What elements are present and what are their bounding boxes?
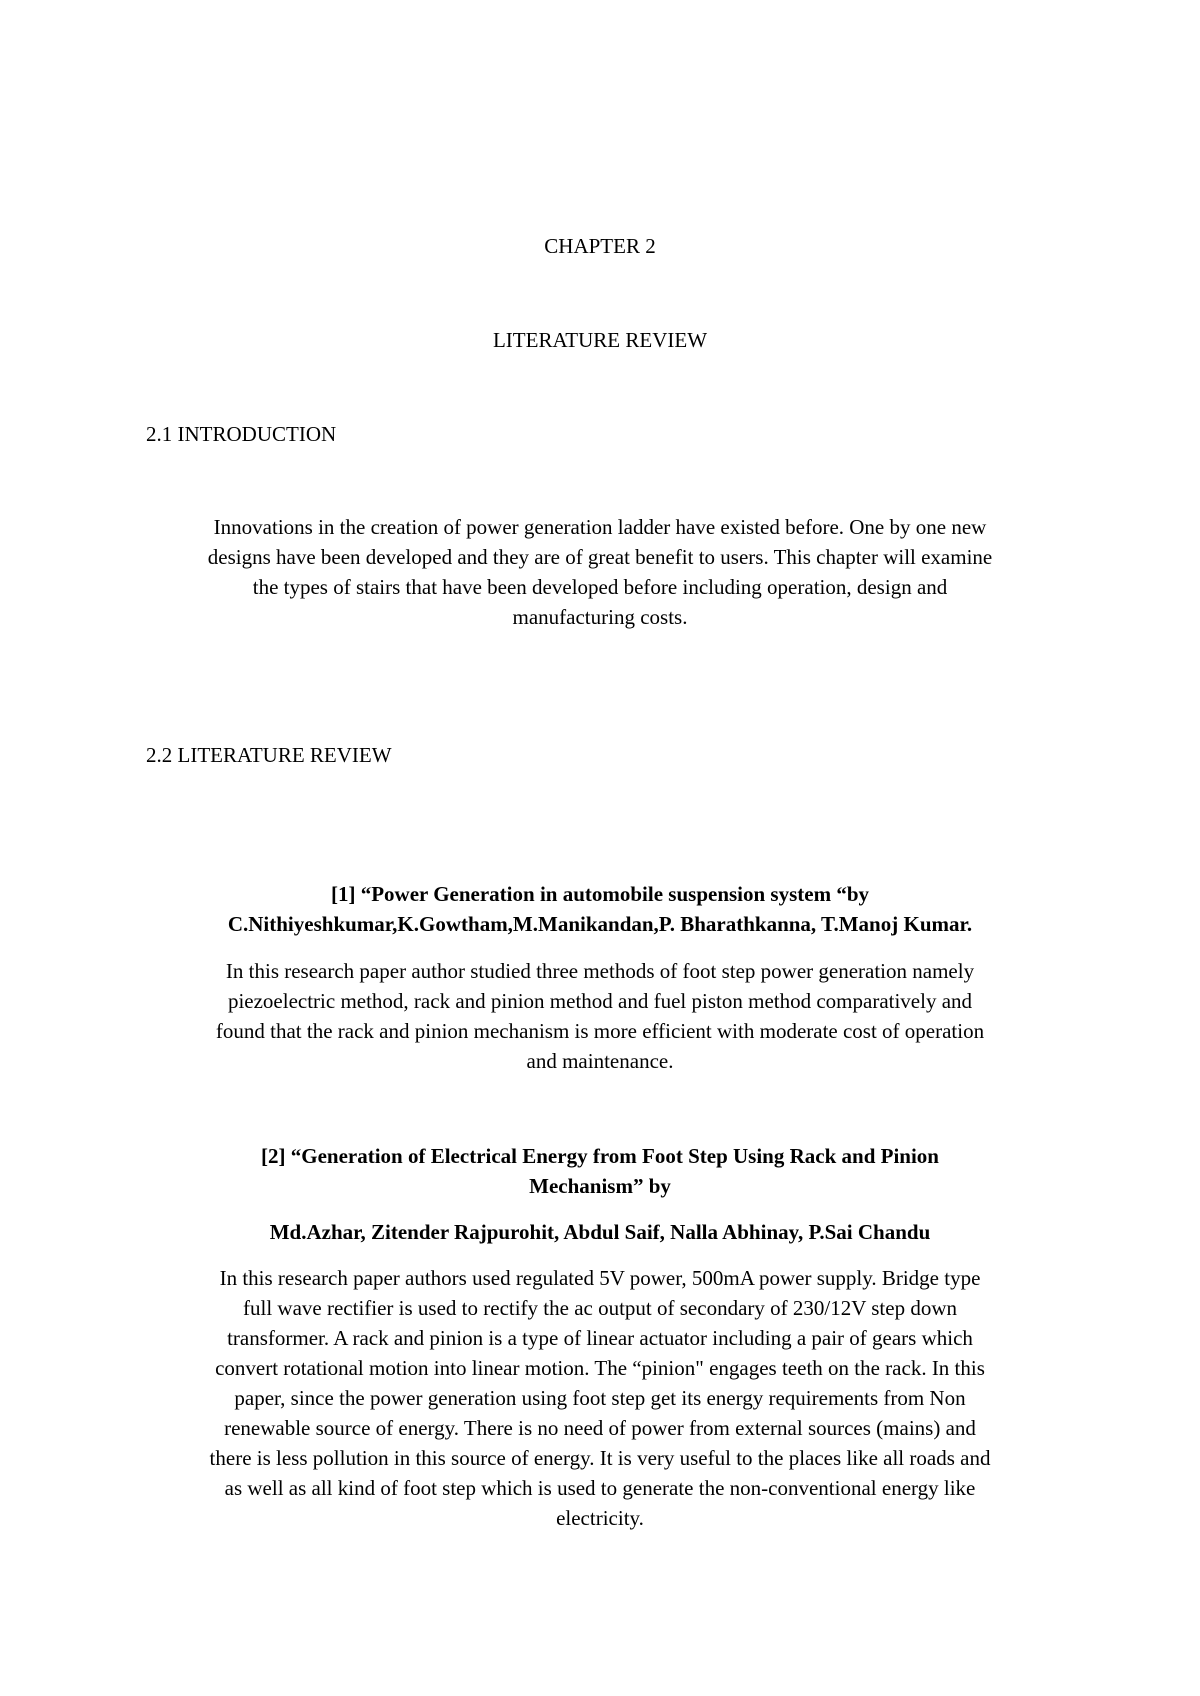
reference-title-line: [1] “Power Generation in automobile suspension system “by (330, 882, 870, 906)
paragraph-line: designs have been developed and they are of great benefit to users. This chapter will examine (207, 545, 993, 569)
paragraph-line: manufacturing costs. (512, 605, 688, 629)
paragraph-line: as well as all kind of foot step which is used to generate the non-conventional energy like (224, 1476, 976, 1500)
paragraph-line: full wave rectifier is used to rectify the ac output of secondary of 230/12V step down (243, 1296, 957, 1320)
paragraph-line: transformer. A rack and pinion is a type of linear actuator including a pair of gears which (227, 1326, 973, 1350)
paragraph-line: In this research paper author studied three methods of foot step power generation namely (225, 959, 975, 983)
paragraph-line: the types of stairs that have been developed before including operation, design and (252, 575, 948, 599)
reference-2-authors (0, 1217, 1200, 1247)
paragraph-line: Innovations in the creation of power generation ladder have existed before. One by one new (213, 515, 987, 539)
paragraph-line: In this research paper authors used regulated 5V power, 500mA power supply. Bridge type (219, 1266, 981, 1290)
section-heading-introduction: 2.1 INTRODUCTION (146, 422, 337, 446)
paragraph-line: paper, since the power generation using foot step get its energy requirements from Non (234, 1386, 966, 1410)
paragraph-line: there is less pollution in this source of energy. It is very useful to the places like all roads and (209, 1446, 991, 1470)
reference-authors-line: Md.Azhar, Zitender Rajpurohit, Abdul Saif, Nalla Abhinay, P.Sai Chandu (269, 1220, 931, 1244)
reference-title-line: Mechanism” by (529, 1174, 671, 1198)
paragraph-line: and maintenance. (526, 1049, 674, 1073)
chapter-label: CHAPTER 2 (544, 234, 656, 258)
section-heading-literature-review: 2.2 LITERATURE REVIEW (146, 743, 392, 767)
reference-title-line: C.Nithiyeshkumar,K.Gowtham,M.Manikandan,P. Bharathkanna, T.Manoj Kumar. (227, 912, 973, 936)
reference-2-summary (0, 1263, 1200, 1533)
paragraph-line: found that the rack and pinion mechanism is more efficient with moderate cost of operation (215, 1019, 985, 1043)
reference-title-line: [2] “Generation of Electrical Energy from Foot Step Using Rack and Pinion (261, 1144, 939, 1168)
reference-1-title (0, 879, 1200, 939)
paragraph-line: piezoelectric method, rack and pinion method and fuel piston method comparatively and (227, 989, 973, 1013)
reference-2-title (0, 1141, 1200, 1201)
reference-1-summary (0, 956, 1200, 1076)
chapter-title: LITERATURE REVIEW (492, 328, 708, 352)
introduction-paragraph (0, 512, 1200, 632)
paragraph-line: renewable source of energy. There is no need of power from external sources (mains) and (224, 1416, 976, 1440)
paragraph-line: electricity. (556, 1506, 644, 1530)
paragraph-line: convert rotational motion into linear motion. The “pinion" engages teeth on the rack. In this (215, 1356, 985, 1380)
